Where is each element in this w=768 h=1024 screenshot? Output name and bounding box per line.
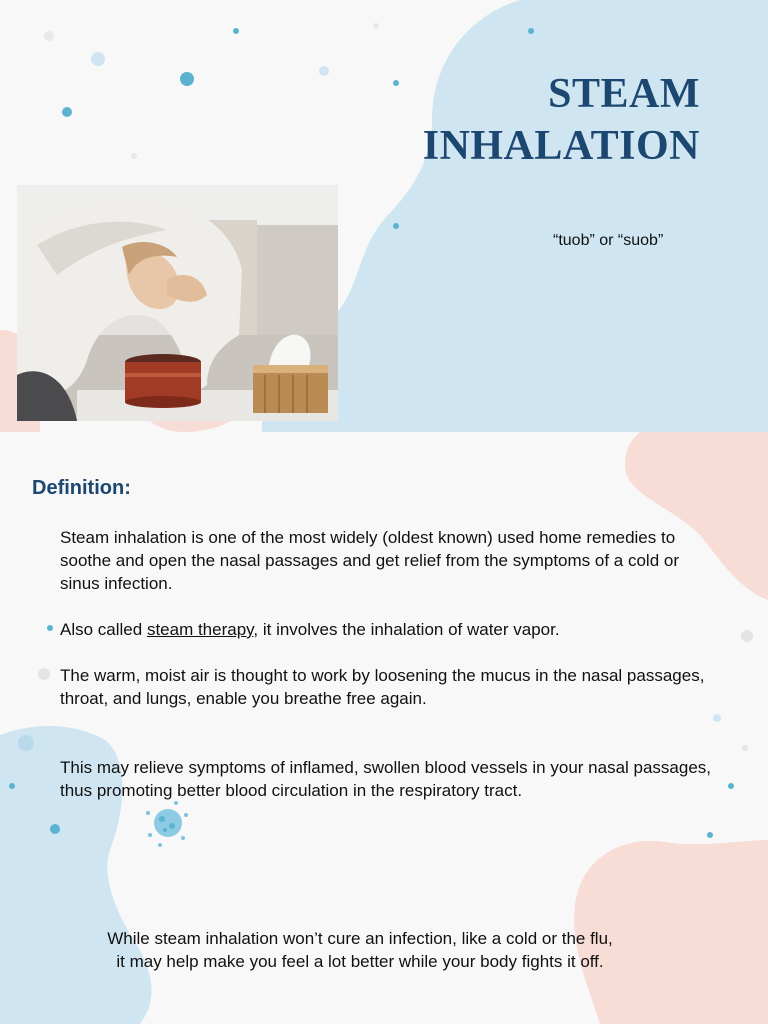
- subtitle: “tuob” or “suob”: [553, 232, 664, 249]
- steam-therapy-paragraph: [60, 618, 720, 641]
- title-line-2: INHALATION: [422, 123, 700, 169]
- closing-line-2: it may help make you feel a lot better while your body fights it off.: [116, 952, 604, 971]
- definition-heading: Definition:: [32, 477, 131, 499]
- slide-title: [380, 68, 700, 172]
- steam-inhalation-photo: [17, 185, 338, 421]
- germ-icon: [146, 801, 188, 847]
- p2-prefix: Also called: [60, 620, 147, 639]
- pink-blob-photo-bottom: [150, 421, 230, 432]
- relief-paragraph: This may relieve symptoms of inflamed, swollen blood vessels in your nasal passages, thus promoting better blood circulation in the respiratory tract.: [60, 758, 712, 800]
- steam-therapy-link[interactable]: steam therapy: [146, 620, 254, 639]
- closing-statement: [40, 927, 680, 973]
- closing-line-1: While steam inhalation won’t cure an infection, like a cold or the flu,: [107, 929, 613, 948]
- mechanism-paragraph: The warm, moist air is thought to work by loosening the mucus in the nasal passages, throat, and lungs, enable you breathe free again.: [60, 666, 705, 708]
- title-line-1: STEAM: [548, 71, 700, 117]
- bullet-dot: [47, 625, 53, 631]
- p2-suffix: , it involves the inhalation of water vapor.: [253, 620, 560, 639]
- definition-paragraph: Steam inhalation is one of the most widely (oldest known) used home remedies to soothe and open the nasal passages and get relief from the symptoms of a cold or sinus infection.: [60, 528, 679, 593]
